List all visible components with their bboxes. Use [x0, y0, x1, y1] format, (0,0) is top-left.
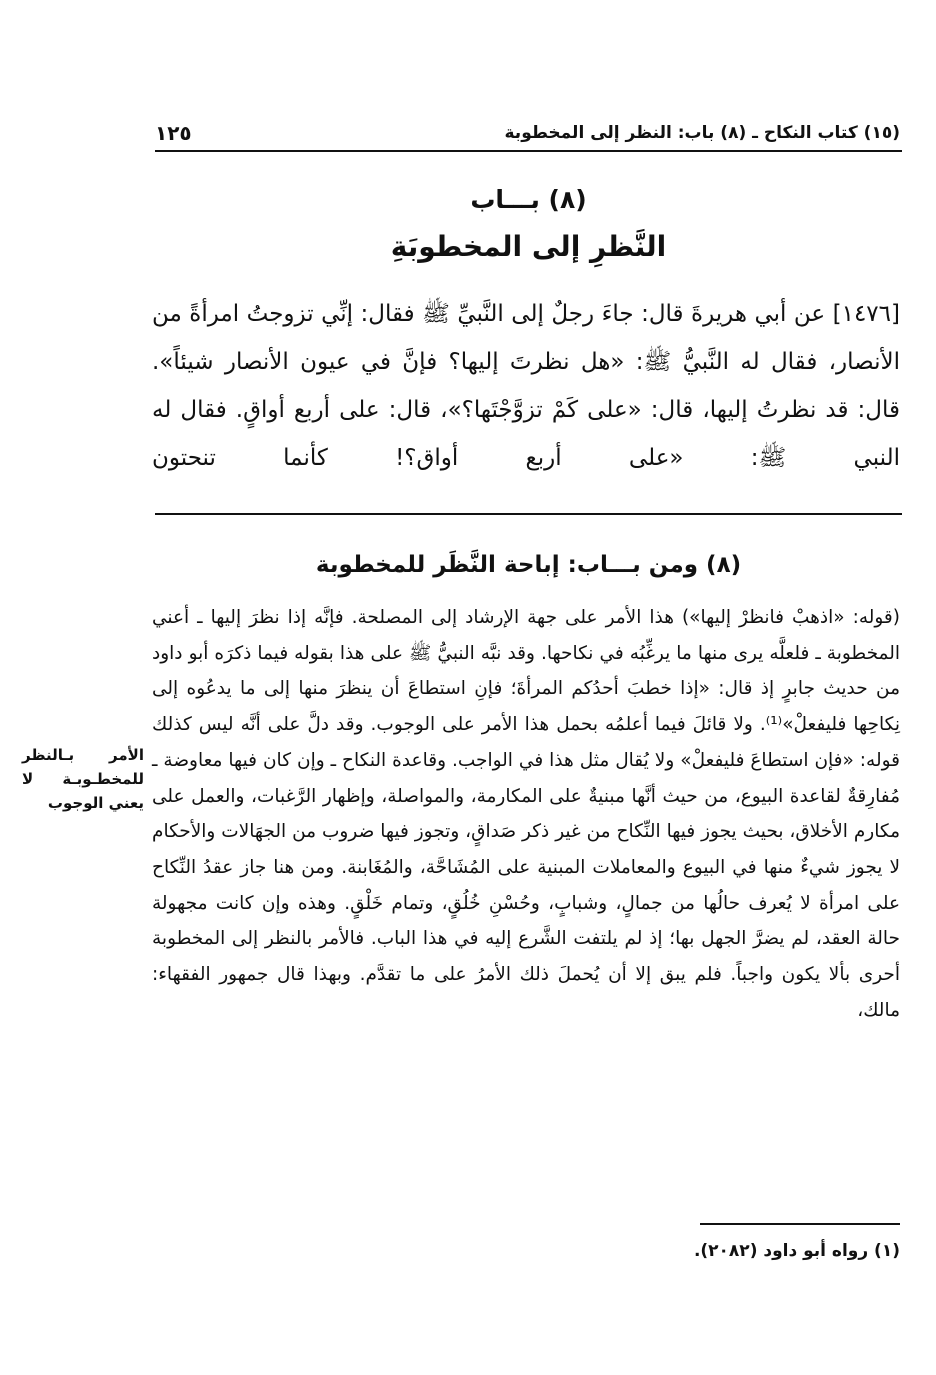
- running-header: [155, 118, 900, 148]
- header-divider: [155, 150, 902, 152]
- chapter-heading: (٨) بـــاب: [470, 185, 587, 214]
- commentary-heading: (٨) ومن بـــاب: إباحة النَّظَر للمخطوبة: [315, 552, 742, 578]
- section-divider: [155, 513, 902, 515]
- commentary-paragraph: (قوله: «اذهبْ فانظرْ إليها») هذا الأمر على جهة الإرشاد إلى المصلحة. فإنَّه إذا نظرَ إليها ـ أعني المخطوبة ـ فلعلَّه يرى منها ما يرغِّبُه في نكاحها. وقد نبَّه النبيُّ ﷺ على هذا بقوله فيما ذكرَه أبو داود من حديث جابرٍ إذ قال: «إذا خطبَ أحدُكم المرأةَ؛ فإنِ استطاعَ أن ينظرَ منها إلى ما يدعُوه إلى نِكاحِها فليفعلْ»⁽¹⁾. ولا قائلَ فيما أعلمُه بحمل هذا الأمر على الوجوب. وقد دلَّ على أنَّه ليس كذلك قوله: «فإن استطاعَ فليفعلْ» ولا يُقال مثل هذا في الواجب. وقاعدة النكاح ـ وإن كان فيها معاوضة ـ مُفارِقةٌ لقاعدة البيوع، من حيث أنَّها مبنيةٌ على المكارمة، والمواصلة، وإظهار الرَّغبات، والعمل على مكارم الأخلاق، بحيث يجوز فيها النِّكاح من غير ذكر صَداقٍ، وتجوز فيها ضروب من الجهَالات والأحكام لا يجوز شيءٌ منها في البيوع والمعاملات المبنية على المُشَاحَّة، والمُغَابنة. ومن هنا جاز عقدُ النِّكاح على امرأة لا يُعرف حالُها من جمالٍ، وشبابٍ، وحُسْنِ خُلُقٍ، وتمام خَلْقٍ. وهذه وإن كانت مجهولة حالة العقد، لم يضرَّ الجهل بها؛ إذ لم يلتفت الشَّرع إليه في هذا الباب. فالأمر بالنظر إلى المخطوبة أحرى بألا يكون واجباً. فلم يبق إلا أن يُحملَ ذلك الأمرُ على ما تقدَّم. وبهذا قال جمهور الفقهاء: مالك،: [152, 607, 900, 1021]
- margin-note: الأمر بـالنظر للمخطـوبـة لا يعني الوجوب: [22, 746, 144, 812]
- running-title: (١٥) كتاب النكاح ـ (٨) باب: النظر إلى المخطوبة: [504, 123, 900, 143]
- hadith-text-block: [152, 290, 900, 482]
- page-number: ١٢٥: [155, 121, 192, 145]
- commentary-text-block: [152, 600, 900, 1028]
- chapter-title: النَّظرِ إلى المخطوبَةِ: [390, 230, 667, 263]
- footnote: (١) رواه أبو داود (٢٠٨٢).: [693, 1241, 900, 1261]
- footnote-divider: [700, 1223, 900, 1225]
- hadith-paragraph: [١٤٧٦] عن أبي هريرةَ قال: جاءَ رجلٌ إلى النَّبيِّ ﷺ فقال: إنِّي تزوجتُ امرأةً من الأنصار، فقال له النَّبيُّ ﷺ: «هل نظرتَ إليها؟ فإنَّ في عيون الأنصار شيئاً». قال: قد نظرتُ إليها، قال: «على كَمْ تزوَّجْتَها؟»، قال: على أربع أواقٍ. فقال له النبي ﷺ: «على أربع أواق؟! كأنما تنحتون: [152, 301, 900, 471]
